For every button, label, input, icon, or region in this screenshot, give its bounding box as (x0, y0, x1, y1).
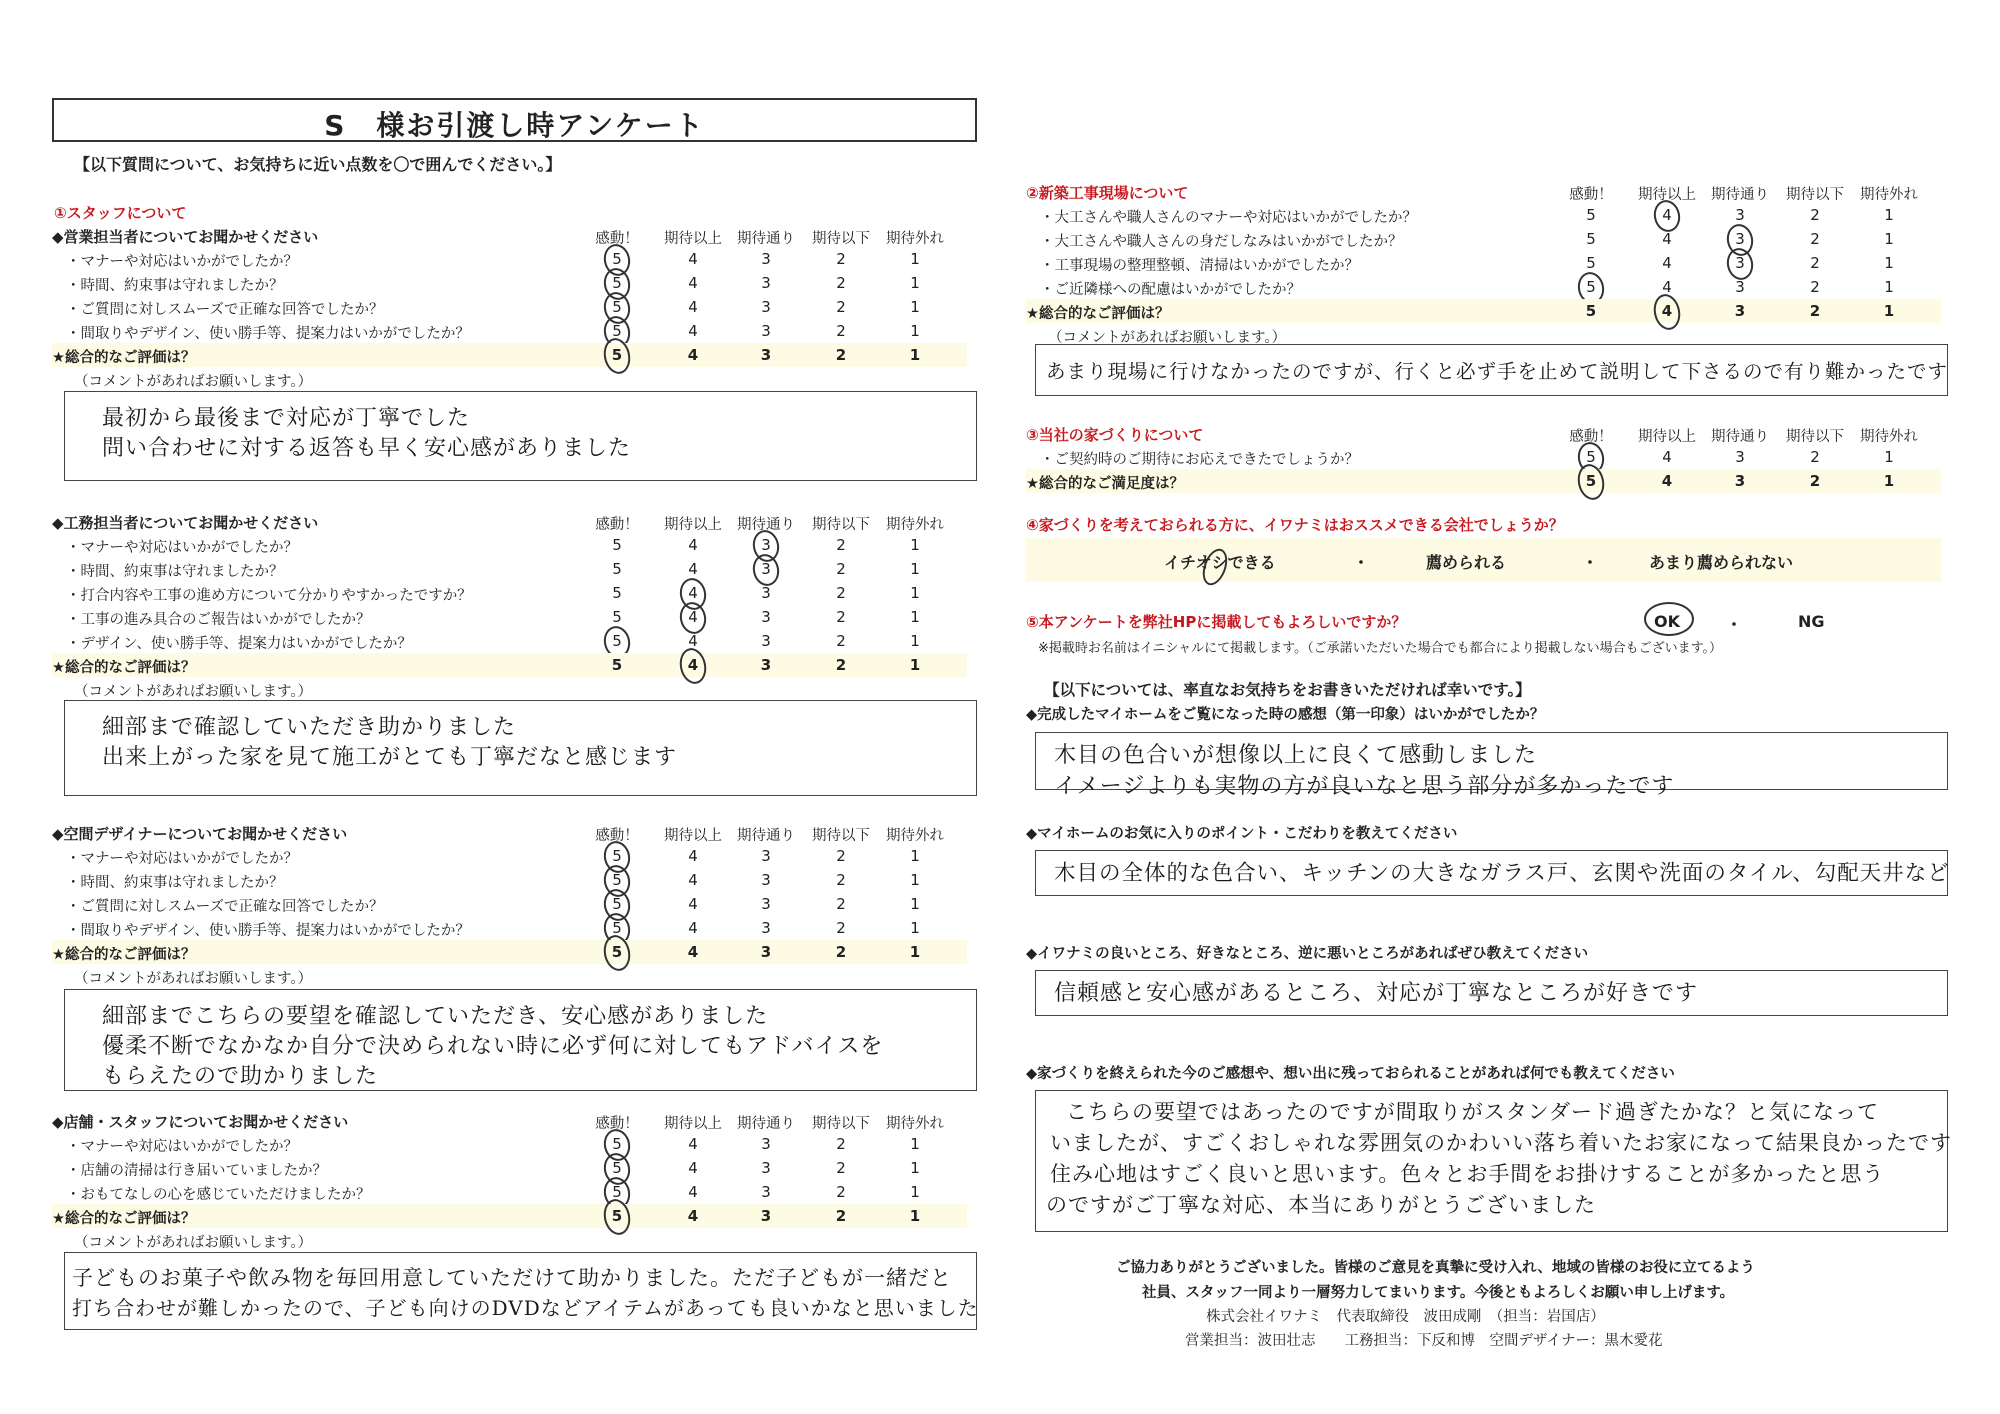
total-answer-mark (601, 933, 634, 974)
score-option[interactable]: 4 (1662, 254, 1672, 272)
score-option[interactable]: 2 (836, 298, 846, 316)
free-question: ◆家づくりを終えられた今のご感想や、想い出に残っておられることがあれば何でも教えてください (1026, 1066, 1675, 1082)
option-dot-2: ・ (1582, 553, 1599, 572)
total-score-option[interactable]: 5 (611, 1207, 623, 1225)
total-score-option[interactable]: 4 (687, 943, 699, 961)
score-option[interactable]: 3 (761, 895, 771, 913)
total-score-option[interactable]: 2 (835, 943, 847, 961)
score-option[interactable]: 2 (836, 560, 846, 578)
total-answer-mark (601, 336, 634, 377)
score-option[interactable]: 2 (1810, 278, 1820, 296)
total-score-option[interactable]: 3 (1734, 302, 1746, 320)
question-text: ・ご質問に対しスムーズで正確な回答でしたか？ (66, 899, 384, 915)
score-option[interactable]: 1 (910, 1159, 920, 1177)
score-option[interactable]: 3 (761, 298, 771, 316)
score-option[interactable]: 1 (910, 1135, 920, 1153)
score-option[interactable]: 3 (1735, 278, 1745, 296)
rating-header: 期待以上 (664, 1116, 722, 1132)
question-text: ・時間、約束事は守れましたか？ (66, 564, 284, 580)
score-option[interactable]: 4 (688, 871, 698, 889)
score-option[interactable]: 5 (612, 608, 622, 626)
comment-prompt: （コメントがあればお願いします。） (74, 1235, 313, 1251)
category-staff: ①スタッフについて (54, 204, 187, 222)
question-text: ・時間、約束事は守れましたか？ (66, 875, 284, 891)
score-option[interactable]: 4 (688, 1159, 698, 1177)
rating-header: 期待以上 (664, 517, 722, 533)
rating-header: 期待以下 (812, 1116, 870, 1132)
question-text: ・マナーや対応はいかがでしたか？ (66, 851, 298, 867)
rating-header: 期待外れ (1860, 429, 1918, 445)
rating-header: 期待外れ (886, 828, 944, 844)
score-option[interactable]: 1 (910, 584, 920, 602)
total-score-option[interactable]: 3 (1734, 472, 1746, 490)
score-option[interactable]: 2 (1810, 448, 1820, 466)
rating-header: 期待以上 (1638, 187, 1696, 203)
section-heading: ◆空間デザイナーについてお聞かせください (52, 825, 348, 843)
score-option[interactable]: 2 (836, 632, 846, 650)
rating-header: 感動！ (595, 828, 639, 844)
score-option[interactable]: 1 (910, 536, 920, 554)
total-score-option[interactable]: 1 (909, 1207, 921, 1225)
rating-header: 期待通り (1711, 187, 1769, 203)
score-option[interactable]: 5 (1586, 278, 1596, 296)
score-option[interactable]: 5 (612, 1159, 622, 1177)
question-text: ・大工さんや職人さんの身だしなみはいかがでしたか？ (1040, 234, 1403, 250)
score-option[interactable]: 5 (612, 847, 622, 865)
score-option[interactable]: 5 (1586, 206, 1596, 224)
staff-line: 営業担当：波田壮志 工務担当：下反和博 空間デザイナー：黒木愛花 (1185, 1333, 1663, 1349)
free-question: ◆イワナミの良いところ、好きなところ、逆に悪いところがあればぜひ教えてください (1026, 946, 1589, 962)
score-option[interactable]: 2 (836, 274, 846, 292)
score-option[interactable]: 4 (688, 1135, 698, 1153)
handwritten-comment: 細部までこちらの要望を確認していただき、安心感がありました (102, 1004, 769, 1029)
total-score-option[interactable]: 3 (760, 346, 772, 364)
handwritten-answer: イメージよりも実物の方が良いなと思う部分が多かったです (1054, 774, 1675, 799)
score-option[interactable]: 1 (910, 274, 920, 292)
total-score-option[interactable]: 1 (1883, 472, 1895, 490)
free-intro: 【以下については、率直なお気持ちをお書きいただければ幸いです。】 (1044, 681, 1531, 699)
rating-header: 期待通り (737, 1116, 795, 1132)
question-text: ・間取りやデザイン、使い勝手等、提案力はいかがでしたか？ (66, 923, 470, 939)
category-recommend: ④家づくりを考えておられる方に、イワナミはおススメできる会社でしょうか？ (1026, 516, 1564, 534)
handwritten-answer: のですがご丁寧な対応、本当にありがとうございました (1046, 1193, 1596, 1217)
handwritten-comment: 優柔不断でなかなか自分で決められない時に必ず何に対してもアドバイスを (102, 1034, 884, 1059)
score-option[interactable]: 2 (836, 1135, 846, 1153)
handwritten-comment: もらえたので助かりました (102, 1064, 379, 1089)
score-option[interactable]: 3 (761, 608, 771, 626)
rating-header: 期待外れ (886, 517, 944, 533)
handwritten-answer: 木目の全体的な色合い、キッチンの大きなガラス戸、玄関や洗面のタイル、勾配天井など (1054, 861, 1950, 886)
score-option[interactable]: 2 (836, 322, 846, 340)
score-option[interactable]: 4 (688, 847, 698, 865)
section-heading: ◆店舗・スタッフについてお聞かせください (52, 1113, 349, 1131)
score-option[interactable]: 5 (612, 919, 622, 937)
total-score-option[interactable]: 1 (1883, 302, 1895, 320)
rating-header: 期待以下 (1786, 187, 1844, 203)
free-question: ◆完成したマイホームをご覧になった時の感想（第一印象）はいかがでしたか？ (1026, 707, 1545, 723)
question-text: ・工事現場の整理整頓、清掃はいかがでしたか？ (1040, 258, 1359, 274)
option-not-recommend[interactable]: あまり薦められない (1649, 553, 1794, 572)
score-option[interactable]: 2 (836, 871, 846, 889)
free-question: ◆マイホームのお気に入りのポイント・こだわりを教えてください (1026, 826, 1458, 842)
question-text: ・時間、約束事は守れましたか？ (66, 278, 284, 294)
total-question: ★総合的なご評価は？ (52, 350, 196, 366)
score-option[interactable]: 5 (612, 298, 622, 316)
answer-mark (677, 600, 709, 637)
score-option[interactable]: 2 (836, 919, 846, 937)
rating-header: 期待外れ (1860, 187, 1918, 203)
total-answer-mark (1575, 462, 1608, 503)
question-text: ・おもてなしの心を感じていただけましたか？ (66, 1187, 371, 1203)
score-option[interactable]: 4 (1662, 230, 1672, 248)
question-text: ・マナーや対応はいかがでしたか？ (66, 540, 298, 556)
total-score-option[interactable]: 4 (687, 346, 699, 364)
comment-prompt: （コメントがあればお願いします。） (74, 374, 313, 390)
score-option[interactable]: 3 (1735, 206, 1745, 224)
question-text: ・マナーや対応はいかがでしたか？ (66, 254, 298, 270)
option-dot-1: ・ (1353, 553, 1370, 572)
title-box (52, 98, 977, 142)
score-option[interactable]: 5 (612, 274, 622, 292)
category-hp: ⑤本アンケートを弊社HPに掲載してもよろしいですか？ (1026, 613, 1407, 631)
score-option[interactable]: 5 (612, 1135, 622, 1153)
total-answer-mark (601, 1197, 634, 1238)
score-option[interactable]: 4 (688, 1183, 698, 1201)
total-score-option[interactable]: 2 (1809, 302, 1821, 320)
total-score-option[interactable]: 2 (835, 346, 847, 364)
instruction: 【以下質問について、お気持ちに近い点数を〇で囲んでください。】 (74, 155, 562, 174)
score-option[interactable]: 2 (1810, 230, 1820, 248)
score-option[interactable]: 4 (688, 274, 698, 292)
score-option[interactable]: 3 (761, 536, 771, 554)
total-score-option[interactable]: 5 (611, 346, 623, 364)
question-text: ・間取りやデザイン、使い勝手等、提案力はいかがでしたか？ (66, 326, 470, 342)
category-house: ③当社の家づくりについて (1026, 426, 1204, 444)
score-option[interactable]: 5 (612, 560, 622, 578)
section-heading: ◆工務担当者についてお聞かせください (52, 514, 319, 532)
score-option[interactable]: 4 (688, 560, 698, 578)
rating-header: 期待通り (737, 517, 795, 533)
score-option[interactable]: 2 (836, 250, 846, 268)
score-option[interactable]: 1 (910, 1183, 920, 1201)
thanks-line-2: 社員、スタッフ一同より一層努力してまいります。今後ともよろしくお願い申し上げます。 (1142, 1285, 1735, 1301)
total-score-option[interactable]: 1 (909, 943, 921, 961)
score-option[interactable]: 2 (836, 584, 846, 602)
rating-header: 期待以上 (1638, 429, 1696, 445)
score-option[interactable]: 4 (688, 584, 698, 602)
score-option[interactable]: 5 (1586, 254, 1596, 272)
score-option[interactable]: 3 (761, 847, 771, 865)
total-score-option[interactable]: 2 (835, 1207, 847, 1225)
score-option[interactable]: 2 (1810, 254, 1820, 272)
total-score-option[interactable]: 4 (687, 656, 699, 674)
score-option[interactable]: 4 (688, 250, 698, 268)
total-answer-mark (677, 646, 710, 687)
score-option[interactable]: 3 (761, 1135, 771, 1153)
score-option[interactable]: 2 (836, 608, 846, 626)
option-highly-recommend[interactable]: イチオシできる (1164, 553, 1276, 572)
rating-header: 期待以上 (664, 231, 722, 247)
score-option[interactable]: 1 (910, 919, 920, 937)
section-heading: ◆営業担当者についてお聞かせください (52, 228, 319, 246)
thanks-line-1: ご協力ありがとうございました。皆様のご意見を真摯に受け入れ、地域の皆様のお役に立てるよう (1116, 1260, 1755, 1276)
question-text: ・マナーや対応はいかがでしたか？ (66, 1139, 298, 1155)
answer-mark (1644, 602, 1694, 636)
rating-header: 期待以上 (664, 828, 722, 844)
score-option[interactable]: 5 (612, 632, 622, 650)
total-answer-mark (1651, 292, 1684, 333)
rating-header: 期待通り (737, 231, 795, 247)
score-option[interactable]: 1 (910, 847, 920, 865)
total-score-option[interactable]: 5 (611, 656, 623, 674)
score-option[interactable]: 3 (761, 560, 771, 578)
question-text: ・打合内容や工事の進め方について分かりやすかったですか？ (66, 588, 472, 604)
score-option[interactable]: 4 (688, 608, 698, 626)
score-option[interactable]: 1 (910, 608, 920, 626)
handwritten-comment: 子どものお菓子や飲み物を毎回用意していただけて助かりました。ただ子どもが一緒だと (72, 1266, 952, 1290)
score-option[interactable]: 2 (836, 1159, 846, 1177)
score-option[interactable]: 4 (688, 322, 698, 340)
score-option[interactable]: 5 (1586, 230, 1596, 248)
question-text: ・ご契約時のご期待にお応えできたでしょうか？ (1040, 452, 1359, 468)
option-recommend[interactable]: 薦められる (1426, 553, 1507, 572)
score-option[interactable]: 1 (1884, 278, 1894, 296)
rating-header: 感動！ (595, 1116, 639, 1132)
total-score-option[interactable]: 5 (1585, 302, 1597, 320)
rating-header: 期待以下 (812, 231, 870, 247)
score-option[interactable]: 5 (612, 895, 622, 913)
handwritten-answer: 信頼感と安心感があるところ、対応が丁寧なところが好きです (1054, 981, 1699, 1006)
score-option[interactable]: 3 (1735, 254, 1745, 272)
rating-header: 感動！ (1569, 429, 1613, 445)
score-option[interactable]: 5 (612, 584, 622, 602)
total-score-option[interactable]: 2 (1809, 472, 1821, 490)
score-option[interactable]: 2 (1810, 206, 1820, 224)
rating-header: 感動！ (595, 517, 639, 533)
total-score-option[interactable]: 3 (760, 656, 772, 674)
answer-mark (1724, 246, 1756, 283)
score-option[interactable]: 3 (761, 871, 771, 889)
score-option[interactable]: 1 (1884, 230, 1894, 248)
total-score-option[interactable]: 1 (909, 346, 921, 364)
hp-note: ※掲載時お名前はイニシャルにて掲載します。（ご承諾いただいた場合でも都合により掲載しない場合もございます。） (1038, 641, 1723, 656)
handwritten-answer: 木目の色合いが想像以上に良くて感動しました (1054, 743, 1538, 768)
comment-prompt: （コメントがあればお願いします。） (1048, 330, 1287, 346)
rating-header: 期待以下 (1786, 429, 1844, 445)
score-option[interactable]: 5 (612, 536, 622, 554)
total-score-option[interactable]: 3 (760, 943, 772, 961)
total-question: ★総合的なご評価は？ (52, 947, 196, 963)
rating-header: 期待以下 (812, 517, 870, 533)
score-option[interactable]: 4 (688, 895, 698, 913)
score-option[interactable]: 3 (761, 322, 771, 340)
option-ng[interactable]: NG (1798, 612, 1825, 631)
score-option[interactable]: 4 (1662, 278, 1672, 296)
score-option[interactable]: 4 (688, 298, 698, 316)
score-option[interactable]: 1 (910, 871, 920, 889)
rating-header: 期待外れ (886, 1116, 944, 1132)
total-score-option[interactable]: 3 (760, 1207, 772, 1225)
question-text: ・ご近隣様への配慮はいかがでしたか？ (1040, 282, 1301, 298)
score-option[interactable]: 4 (688, 632, 698, 650)
score-option[interactable]: 1 (910, 250, 920, 268)
score-option[interactable]: 4 (1662, 448, 1672, 466)
total-score-option[interactable]: 4 (687, 1207, 699, 1225)
handwritten-comment: 出来上がった家を見て施工がとても丁寧だなと感じます (102, 745, 678, 770)
total-question: ★総合的なご評価は？ (52, 660, 196, 676)
rating-header: 感動！ (595, 231, 639, 247)
comment-prompt: （コメントがあればお願いします。） (74, 971, 313, 987)
handwritten-comment: 最初から最後まで対応が丁寧でした (102, 406, 471, 431)
total-score-option[interactable]: 1 (909, 656, 921, 674)
rating-header: 期待通り (1711, 429, 1769, 445)
handwritten-answer: 住み心地はすごく良いと思います。色々とお手間をお掛けすることが多かったと思う (1050, 1162, 1885, 1186)
rating-header: 期待外れ (886, 231, 944, 247)
score-option[interactable]: 5 (612, 250, 622, 268)
handwritten-comment: 細部まで確認していただき助かりました (102, 715, 517, 740)
score-option[interactable]: 1 (910, 895, 920, 913)
handwritten-answer: こちらの要望ではあったのですが間取りがスタンダード過ぎたかな？と気になって (1066, 1100, 1879, 1124)
option-dot-3: ・ (1726, 615, 1743, 634)
score-option[interactable]: 4 (1662, 206, 1672, 224)
answer-mark (750, 552, 782, 589)
rating-header: 期待以下 (812, 828, 870, 844)
score-option[interactable]: 3 (761, 1159, 771, 1177)
total-score-option[interactable]: 2 (835, 656, 847, 674)
score-option[interactable]: 4 (688, 536, 698, 554)
total-score-option[interactable]: 5 (611, 943, 623, 961)
score-option[interactable]: 3 (761, 274, 771, 292)
score-option[interactable]: 2 (836, 536, 846, 554)
question-text: ・ご質問に対しスムーズで正確な回答でしたか？ (66, 302, 384, 318)
rating-header: 期待通り (737, 828, 795, 844)
score-option[interactable]: 2 (836, 895, 846, 913)
company-line: 株式会社イワナミ 代表取締役 波田成剛 （担当：岩国店） (1206, 1309, 1605, 1325)
total-score-option[interactable]: 5 (1585, 472, 1597, 490)
category-construction: ②新築工事現場について (1026, 184, 1189, 202)
handwritten-comment: 問い合わせに対する返答も早く安心感がありました (102, 436, 632, 461)
score-option[interactable]: 5 (612, 322, 622, 340)
handwritten-comment: 打ち合わせが難しかったので、子ども向けのDVDなどアイテムがあっても良いかなと思いました (72, 1296, 979, 1320)
score-option[interactable]: 3 (1735, 448, 1745, 466)
score-option[interactable]: 1 (1884, 206, 1894, 224)
score-option[interactable]: 5 (612, 871, 622, 889)
score-option[interactable]: 3 (761, 584, 771, 602)
comment-prompt: （コメントがあればお願いします。） (74, 684, 313, 700)
total-question: ★総合的なご評価は？ (52, 1211, 196, 1227)
question-text: ・店舗の清掃は行き届いていましたか？ (66, 1163, 327, 1179)
score-option[interactable]: 3 (761, 250, 771, 268)
score-option[interactable]: 1 (910, 560, 920, 578)
score-option[interactable]: 3 (761, 1183, 771, 1201)
score-option[interactable]: 5 (612, 1183, 622, 1201)
handwritten-answer: いましたが、すごくおしゃれな雰囲気のかわいい落ち着いたお家になって結果良かったです (1050, 1131, 1952, 1155)
question-text: ・デザイン、使い勝手等、提案力はいかがでしたか？ (66, 636, 412, 652)
total-question: ★総合的なご評価は？ (1026, 306, 1170, 322)
total-score-option[interactable]: 4 (1661, 472, 1673, 490)
score-option[interactable]: 1 (910, 322, 920, 340)
score-option[interactable]: 3 (761, 632, 771, 650)
rating-header: 感動！ (1569, 187, 1613, 203)
score-option[interactable]: 3 (761, 919, 771, 937)
page-title: S 様お引渡し時アンケート (324, 109, 705, 142)
total-question: ★総合的なご満足度は？ (1026, 476, 1184, 492)
score-option[interactable]: 1 (1884, 448, 1894, 466)
score-option[interactable]: 2 (836, 847, 846, 865)
question-text: ・大工さんや職人さんのマナーや対応はいかがでしたか？ (1040, 210, 1417, 226)
question-text: ・工事の進み具合のご報告はいかがでしたか？ (66, 612, 371, 628)
score-option[interactable]: 1 (1884, 254, 1894, 272)
score-option[interactable]: 1 (910, 298, 920, 316)
total-score-option[interactable]: 4 (1661, 302, 1673, 320)
score-option[interactable]: 5 (1586, 448, 1596, 466)
option-ok[interactable]: OK (1654, 612, 1680, 631)
score-option[interactable]: 3 (1735, 230, 1745, 248)
score-option[interactable]: 1 (910, 632, 920, 650)
score-option[interactable]: 4 (688, 919, 698, 937)
handwritten-comment: あまり現場に行けなかったのですが、行くと必ず手を止めて説明して下さるので有り難かったです (1046, 360, 1949, 383)
score-option[interactable]: 2 (836, 1183, 846, 1201)
